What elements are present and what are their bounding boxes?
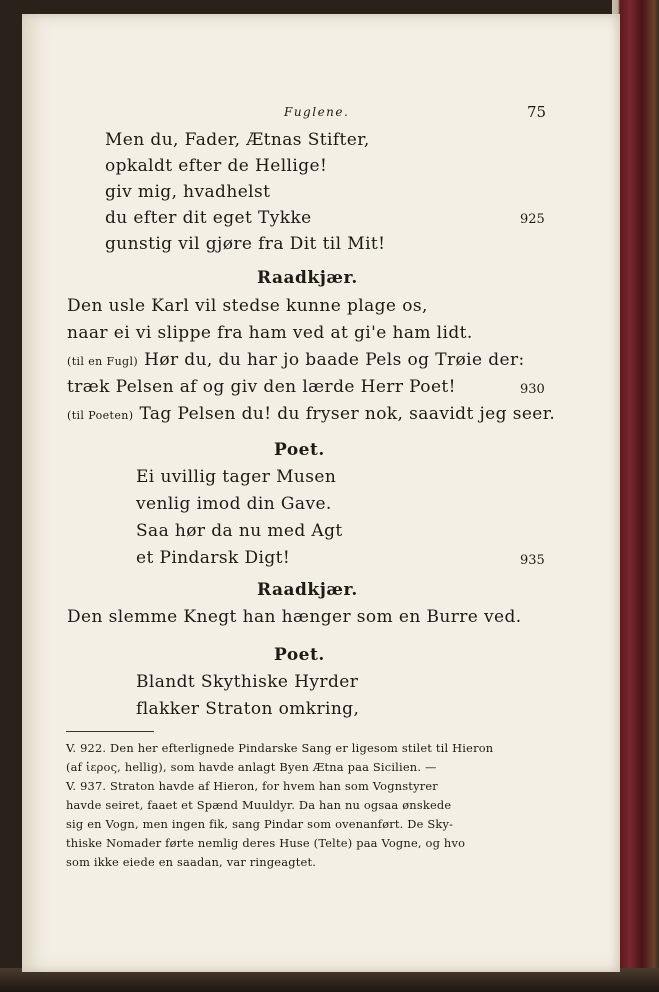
verse-line: træk Pelsen af og giv den lærde Herr Poet! [67,377,456,397]
speaker-name: Raadkjær. [257,268,358,288]
verse-line: giv mig, hvadhelst [105,182,271,202]
line-number: 930 [520,382,545,397]
page-number: 75 [527,103,547,121]
verse-line [67,404,555,424]
verse-line: Ei uvillig tager Musen [136,467,337,487]
running-head: Fuglene. [284,105,350,119]
footnote-line: havde seiret, faaet et Spænd Muuldyr. Da han nu ogsaa ønskede [66,798,452,812]
line-number: 935 [520,553,545,568]
speaker-name: Poet. [274,440,325,460]
verse-line: naar ei vi slippe fra ham ved at gi'e ham lidt. [67,323,473,343]
verse-line: Saa hør da nu med Agt [136,521,343,541]
speaker-name: Raadkjær. [257,580,358,600]
verse-text: Tag Pelsen du! du fryser nok, saavidt jeg seer. [139,404,556,424]
verse-line [67,350,525,370]
footnote-line: som ikke eiede en saadan, var ringeagtet. [66,855,317,869]
verse-line: Blandt Skythiske Hyrder [136,672,359,692]
verse-line: Men du, Fader, Ætnas Stifter, [105,130,370,150]
footnote-line: sig en Vogn, men ingen fik, sang Pindar som ovenanført. De Sky- [66,817,454,831]
verse-line: et Pindarsk Digt! [136,548,291,568]
footnote-line: thiske Nomader førte nemlig deres Huse (Telte) paa Vogne, og hvo [66,836,466,850]
verse-line: Den slemme Knegt han hænger som en Burre ved. [67,607,522,627]
verse-line: flakker Straton omkring, [136,699,360,719]
verse-line: du efter dit eget Tykke [105,208,312,228]
verse-line: gunstig vil gjøre fra Dit til Mit! [105,234,386,254]
verse-line: opkaldt efter de Hellige! [105,156,328,176]
verse-text: Hør du, du har jo baade Pels og Trøie der: [144,350,525,370]
footnote-rule [66,731,154,732]
speaker-name: Poet. [274,645,325,665]
footnote-line: V. 922. Den her efterlignede Pindarske Sang er ligesom stilet til Hieron [66,741,494,755]
verse-line: venlig imod din Gave. [136,494,332,514]
stage-direction: (til Poeten) [67,409,134,422]
footnote-line: (af ἱερος, hellig), som havde anlagt Byen Ætna paa Sicilien. — [66,760,437,774]
stage-direction: (til en Fugl) [67,355,139,368]
footnote-line: V. 937. Straton havde af Hieron, for hvem han som Vognstyrer [66,779,438,793]
line-number: 925 [520,212,545,227]
verse-line: Den usle Karl vil stedse kunne plage os, [67,296,428,316]
